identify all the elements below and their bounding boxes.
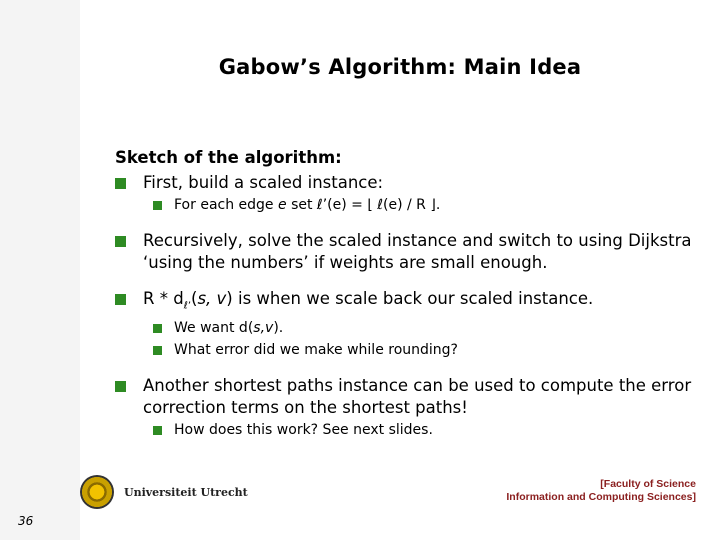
bullet-recursively-text: Recursively, solve the scaled instance and switch to using Dijkstra ‘using the numbers’ if weights are small enough. [143,231,692,272]
want-distance-vars: s,v [253,320,274,337]
green-square-bullet-icon [115,294,126,305]
scale-back-subscript: ℓ’ [183,300,191,312]
edge-scaling-formula: ℓ’(e) = ⌊ ℓ(e) / R ⌋. [316,197,441,213]
edge-variable: e [278,197,287,213]
section-heading: Sketch of the algorithm: [115,148,342,167]
slide-title: Gabow’s Algorithm: Main Idea [218,55,582,79]
edge-scaling-text-a: For each edge [174,197,278,213]
scale-back-vars: s, v [197,289,227,308]
scale-back-text-c: ) is when we scale back our scaled instance. [226,289,594,308]
bullet-recursively [115,230,705,274]
want-distance-text-b: ). [273,320,284,337]
green-square-bullet-icon [115,178,126,189]
left-margin-band [0,0,80,540]
sub-bullet-rounding-error [115,339,705,361]
green-square-bullet-icon [153,346,162,355]
university-name: Universiteit Utrecht [124,486,248,499]
bullet-first [115,172,705,194]
another-instance-text: Another shortest paths instance can be used to compute the error correction terms on the shortest paths! [143,376,692,418]
scale-back-text-b: ( [191,289,198,308]
next-slides-text: How does this work? See next slides. [174,422,433,439]
slide-body [115,148,705,441]
green-square-bullet-icon [115,381,126,392]
faculty-line-2: Information and Computing Sciences] [506,491,696,503]
bullet-scale-back [115,288,705,317]
page-number: 36 [18,514,34,528]
university-seal-logo [80,475,114,509]
sub-bullet-next-slides [115,419,705,441]
sub-bullet-edge-scaling [115,194,705,216]
want-distance-text-a: We want d( [174,320,254,337]
green-square-bullet-icon [115,236,126,247]
bullet-another-instance [115,375,705,419]
green-square-bullet-icon [153,324,162,333]
green-square-bullet-icon [153,426,162,435]
faculty-line-1: [Faculty of Science [600,478,696,490]
rounding-error-text: What error did we make while rounding? [174,342,458,359]
sub-bullet-want-distance [115,317,705,339]
bullet-first-text: First, build a scaled instance: [143,173,384,192]
faculty-label [506,478,696,504]
scale-back-text-a: R * d [143,289,184,308]
green-square-bullet-icon [153,201,162,210]
edge-scaling-text-b: set [286,197,317,213]
